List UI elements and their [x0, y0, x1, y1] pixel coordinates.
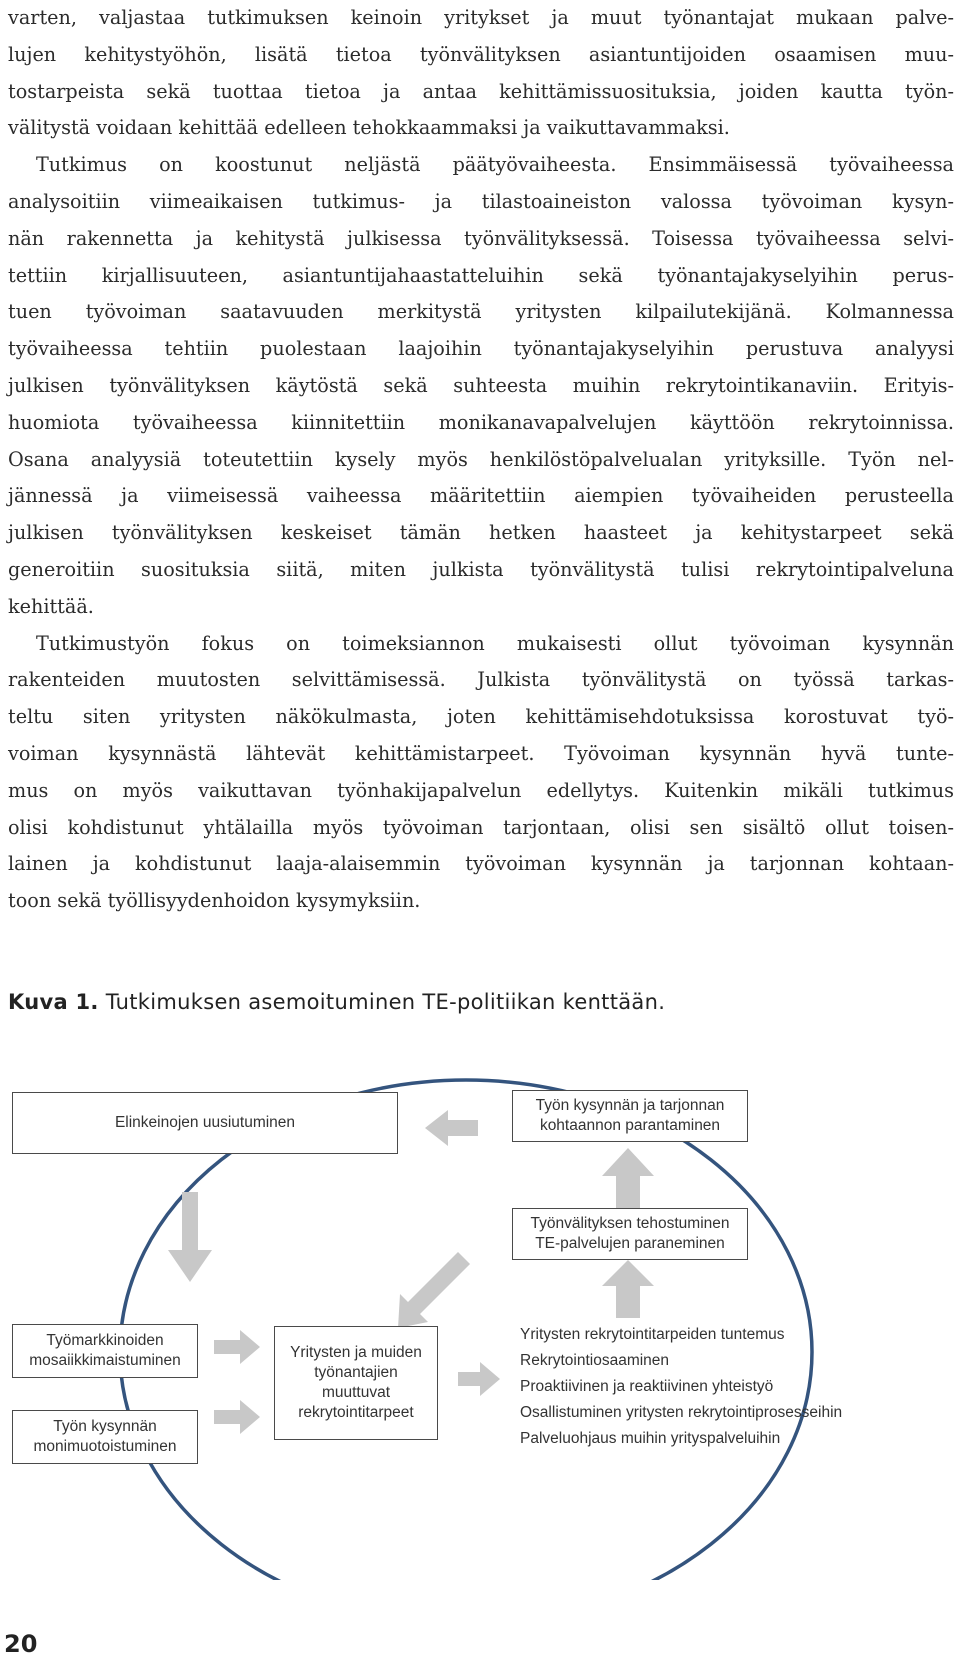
text-line: julkisen työnvälityksen keskeiset tämän hetken haasteet ja kehitystarpeet sekä — [8, 521, 954, 545]
box-label: kohtaannon parantaminen — [539, 1117, 721, 1134]
figure-title: Tutkimuksen asemoituminen TE-politiikan kenttään. — [105, 990, 666, 1014]
box-label: TE-palvelujen paraneminen — [535, 1235, 725, 1252]
text-line: tostarpeista sekä tuottaa tietoa ja antaa kehittämissuosituksia, joiden kautta työn- — [8, 79, 954, 103]
box-label: Työnvälityksen tehostuminen — [530, 1215, 730, 1232]
arrow-right-icon — [214, 1400, 260, 1434]
box-monimuoto — [12, 1410, 198, 1464]
arrow-right-icon — [214, 1330, 260, 1364]
text-line: teltu siten yritysten näkökulmasta, joten kehittämisehdotuksissa korostuvat työ- — [8, 705, 954, 729]
text-line: välitystä voidaan kehittää edelleen tehokkaammaksi ja vaikuttavammaksi. — [8, 116, 730, 140]
text-line: generoitiin suosituksia siitä, miten julkista työnvälitystä tulisi rekrytointipalveluna — [8, 557, 954, 581]
text-line: mus on myös vaikuttavan työnhakijapalvelun edellytys. Kuitenkin mikäli tutkimus — [8, 778, 954, 802]
box-label: muuttuvat — [321, 1384, 391, 1401]
box-elinkeinojen-uusiutuminen — [12, 1092, 398, 1154]
box-label: mosaiikkimaistuminen — [29, 1352, 181, 1369]
paragraph-2 — [8, 147, 954, 625]
service-list — [520, 1322, 842, 1452]
arrow-diagonal-icon — [398, 1252, 470, 1328]
text-line: Tutkimustyön fokus on toimeksiannon mukaisesti ollut työvoiman kysynnän — [36, 631, 954, 655]
text-line: rakenteiden muutosten selvittämisessä. Julkista työnvälitystä on työssä tarkas- — [8, 668, 954, 692]
text-line: työvaiheessa tehtiin puolestaan laajoihin työnantajakyselyihin perustuva analyysi — [8, 337, 954, 361]
text-line: toon sekä työllisyydenhoidon kysymyksiin. — [8, 889, 421, 913]
research-positioning-diagram — [0, 1060, 960, 1580]
text-line: nän rakennetta ja kehitystä julkisessa työnvälityksessä. Toisessa työvaiheessa selvi- — [8, 226, 954, 250]
arrow-right-icon — [458, 1362, 500, 1396]
text-line: Tutkimus on koostunut neljästä päätyövaiheesta. Ensimmäisessä työvaiheessa — [36, 153, 954, 177]
text-line: analysoitiin viimeaikaisen tutkimus- ja tilastoaineiston valossa työvoiman kysyn- — [8, 189, 954, 213]
box-label: Työn kysynnän — [53, 1418, 157, 1435]
text-line: jännessä ja viimeisessä vaiheessa määritettiin aiempien työvaiheiden perusteella — [8, 484, 954, 508]
arrow-up-icon — [602, 1260, 654, 1318]
text-line: voiman kysynnästä lähtevät kehittämistarpeet. Työvoiman kysynnän hyvä tunte- — [8, 741, 954, 765]
box-label: Elinkeinojen uusiutuminen — [114, 1114, 296, 1131]
text-line: tettiin kirjallisuuteen, asiantuntijahaastatteluihin sekä työnantajakyselyihin perus- — [8, 263, 954, 287]
text-line: olisi kohdistunut yhtälailla myös työvoiman tarjontaan, olisi sen sisältö ollut toisen- — [8, 815, 954, 839]
text-line: varten, valjastaa tutkimuksen keinoin yritykset ja muut työnantajat mukaan palve- — [8, 6, 954, 29]
box-label: työnantajien — [314, 1364, 398, 1381]
box-label: Työn kysynnän ja tarjonnan — [535, 1097, 725, 1114]
box-label: Yritysten ja muiden — [290, 1344, 422, 1361]
figure-caption — [8, 990, 665, 1014]
text-line: Osana analyysiä toteutettiin kysely myös henkilöstöpalvelualan yrityksille. Työn nel- — [8, 447, 954, 471]
list-item: Osallistuminen yritysten rekrytointiprosesseihin — [520, 1404, 843, 1421]
text-line: tuen työvoiman saatavuuden merkitystä yritysten kilpailutekijänä. Kolmannessa — [8, 300, 954, 324]
list-item: Palveluohjaus muihin yrityspalveluihin — [520, 1430, 781, 1447]
text-line: julkisen työnvälityksen käytöstä sekä suhteesta muihin rekrytointikanaviin. Erityis- — [8, 373, 954, 397]
list-item: Rekrytointiosaaminen — [520, 1352, 670, 1369]
box-label: rekrytointitarpeet — [298, 1404, 414, 1421]
figure-label: Kuva 1. — [8, 990, 99, 1014]
text-line: kehittää. — [8, 594, 94, 618]
arrow-up-icon — [602, 1148, 654, 1210]
box-rekrytointitarpeet — [274, 1326, 438, 1440]
list-item: Yritysten rekrytointitarpeiden tuntemus — [520, 1326, 785, 1343]
box-tehostuminen — [512, 1208, 748, 1260]
body-text — [8, 0, 954, 920]
paragraph-3 — [8, 626, 954, 920]
paragraph-1 — [8, 0, 954, 147]
box-mosaiikki — [12, 1324, 198, 1378]
page-number: 20 — [4, 1630, 38, 1658]
text-line: lainen ja kohdistunut laaja-alaisemmin työvoiman kysynnän ja tarjonnan kohtaan- — [8, 852, 954, 876]
box-kohtaanto — [512, 1090, 748, 1142]
list-item: Proaktiivinen ja reaktiivinen yhteistyö — [520, 1378, 774, 1395]
text-line: huomiota työvaiheessa kiinnitettiin monikanavapalvelujen käyttöön rekrytoinnissa. — [8, 410, 954, 434]
arrow-left-icon — [425, 1110, 478, 1146]
box-label: Työmarkkinoiden — [46, 1332, 164, 1349]
box-label: monimuotoistuminen — [33, 1438, 177, 1455]
text-line: lujen kehitystyöhön, lisätä tietoa työnvälityksen asiantuntijoiden osaamisen muu- — [8, 42, 954, 66]
